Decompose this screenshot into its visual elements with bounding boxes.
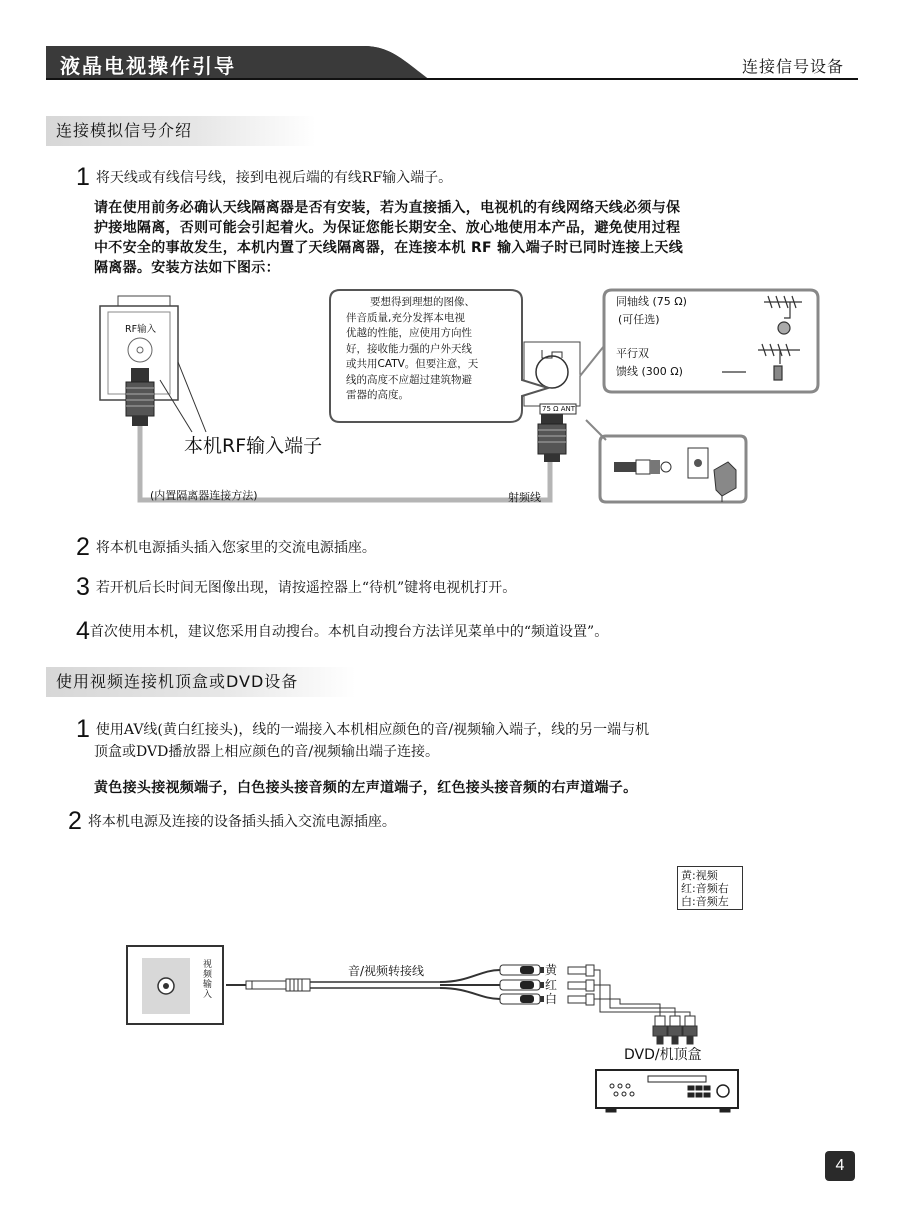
plug-red-label: 红 [545, 978, 558, 992]
paragraph-line: 请在使用前务必确认天线隔离器是否有安装，若为直接插入，电视机的有线网络天线必须与保 [94, 200, 681, 216]
legend-item: 红:音频右 [681, 882, 729, 895]
optional-label: (可任选) [618, 313, 660, 326]
isolator-method-label: (内置隔离器连接方法) [150, 489, 258, 502]
step-number: 1 [76, 715, 90, 743]
paragraph-line: 护接地隔离，否则可能会引起着火。为保证您能长期安全、放心地使用本产品，避免使用过程 [94, 220, 681, 236]
step-number: 3 [76, 573, 90, 601]
av-input-label: 视频输入 [203, 960, 213, 1000]
plug-yellow-label: 黄 [545, 963, 558, 977]
bubble-line: 雷器的高度。 [346, 389, 409, 401]
plug-white-label: 白 [545, 992, 558, 1006]
twin-feeder-label-2: 馈线 (300 Ω) [616, 365, 683, 378]
paragraph-line: 隔离器。安装方法如下图示： [94, 260, 280, 276]
step-text: 将本机电源及连接的设备插头插入交流电源插座。 [87, 814, 396, 830]
paragraph-line: 中不安全的事故发生，本机内置了天线隔离器，在连接本机 RF 输入端子时已同时连接上天线 [94, 240, 683, 256]
av-cable-label: 音/视频转接线 [348, 964, 425, 978]
section-title-video: 使用视频连接机顶盒或DVD设备 [46, 667, 356, 697]
rca-plugs-icon [500, 965, 544, 1004]
section-title-analog: 连接模拟信号介绍 [46, 116, 316, 146]
step-text: 将天线或有线信号线，接到电视后端的有线RF输入端子。 [95, 170, 453, 186]
legend-item: 白:音频左 [681, 895, 729, 908]
header-title: 液晶电视操作引导 [60, 54, 236, 78]
bubble-line: 伴音质量,充分发挥本电视 [346, 311, 465, 324]
bubble-line: 线的高度不应超过建筑物避 [346, 373, 472, 386]
page-number: 4 [825, 1151, 855, 1181]
ant-port-label: 75 Ω ANT [542, 405, 576, 413]
dvd-player-icon [596, 1070, 738, 1112]
step-text: 顶盒或DVD播放器上相应颜色的音/视频输出端子连接。 [94, 744, 440, 760]
bubble-line: 或共用CATV。但要注意，天 [346, 358, 479, 370]
bubble-line: 好，接收能力强的户外天线 [346, 342, 472, 355]
step-text: 首次使用本机，建议您采用自动搜台。本机自动搜台方法详见菜单中的“频道设置”。 [89, 624, 609, 640]
rf-cable-label: 射频线 [508, 491, 541, 504]
legend-item: 黄:视频 [681, 869, 718, 882]
step-text: 将本机电源插头插入您家里的交流电源插座。 [95, 540, 376, 556]
dvd-device-label: DVD/机顶盒 [624, 1047, 702, 1063]
bubble-line: 要想得到理想的图像、 [370, 296, 475, 308]
step-number: 1 [76, 163, 90, 191]
step-text: 若开机后长时间无图像出现，请按遥控器上“待机”键将电视机打开。 [95, 580, 517, 596]
bubble-line: 优越的性能，应使用方向性 [346, 327, 472, 339]
coax-label: 同轴线 (75 Ω) [616, 295, 687, 308]
header-section-label: 连接信号设备 [741, 57, 844, 76]
step-text: 使用AV线(黄白红接头)，线的一端接入本机相应颜色的音/视频输入端子，线的另一端与机 [95, 722, 650, 738]
rf-port-label: RF输入 [125, 324, 157, 335]
rf-terminal-label: 本机RF输入端子 [184, 435, 323, 457]
color-mapping-paragraph: 黄色接头接视频端子，白色接头接音频的左声道端子，红色接头接音频的右声道端子。 [94, 780, 638, 796]
step-number: 2 [76, 533, 90, 561]
step-number: 2 [68, 807, 82, 835]
twin-feeder-label-1: 平行双 [616, 347, 649, 360]
step-number: 4 [76, 617, 90, 645]
